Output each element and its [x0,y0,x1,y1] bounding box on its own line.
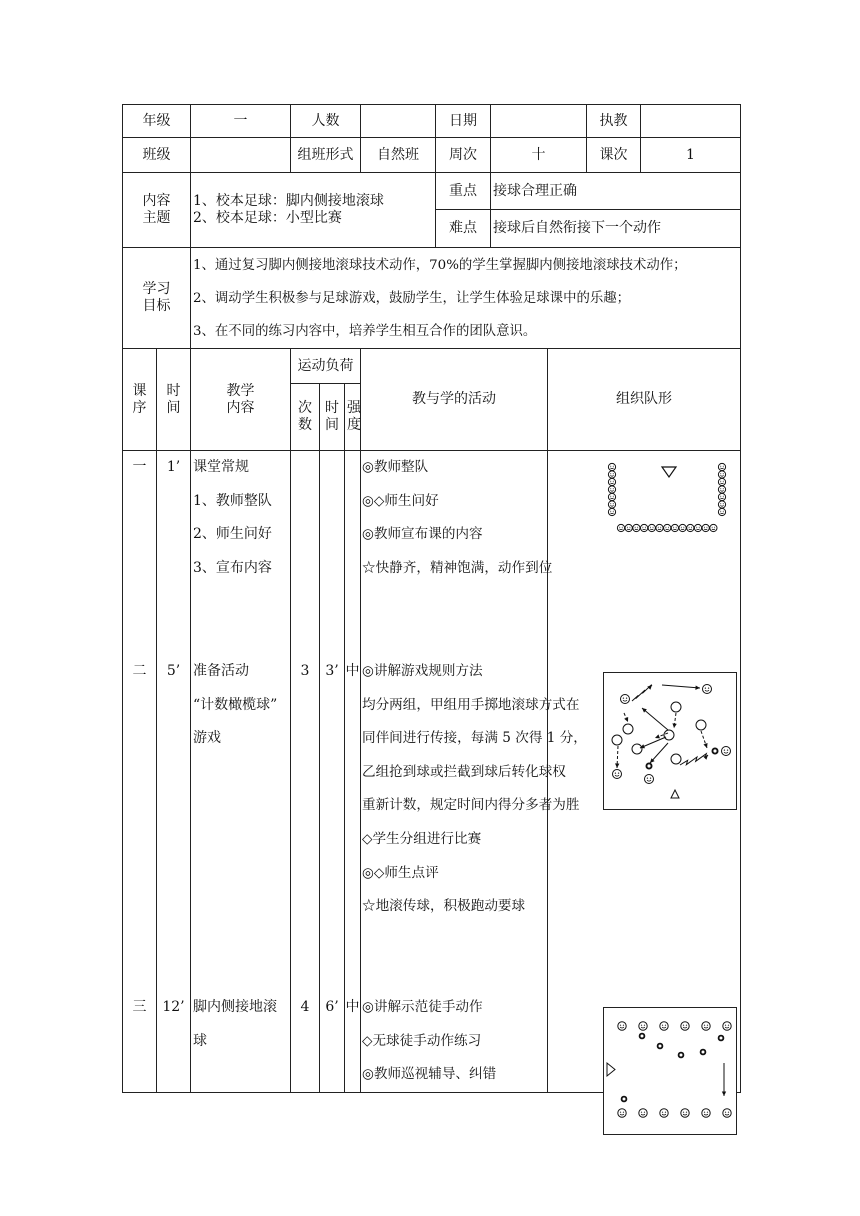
section-3-activities [362,991,496,1092]
grade-value: 一 [191,105,291,138]
player-circle-icon [632,744,642,754]
section-3-time: 12’ [162,999,185,1015]
date-label: 日期 [436,105,491,138]
topic-item-2: 2、校本足球：小型比赛 [193,210,342,226]
smiley-face-icon [613,770,622,779]
section-1-activities [362,451,552,585]
drill-elements [607,1022,731,1117]
section-2-content-line: 准备活动 [193,663,249,679]
ball-icon [678,1052,685,1059]
smiley-face-icon [608,478,615,485]
smiley-face-icon [671,524,678,531]
smiley-face-icon [608,508,615,515]
smiley-face-icon [718,493,725,500]
activity-line: ◎教师整队 [362,459,429,475]
col-duration-line-2: 间 [325,417,339,433]
activity-line: 乙组抢到球或拦截到球后转化球权 [362,763,566,780]
smiley-face-icon [702,524,709,531]
body-intensity-col [345,451,361,1093]
section-3-seq: 三 [132,999,147,1015]
key-value: 接球合理正确 [491,173,741,210]
smiley-face-icon [718,463,725,470]
arrow-icon [624,713,628,722]
smiley-face-icon [710,524,717,531]
activity-line: ☆快静齐，精神饱满，动作到位 [362,559,553,576]
smiley-face-icon [703,685,712,694]
goal-item-1: 1、通过复习脚内侧接地滚球技术动作，70%的学生掌握脚内侧接地滚球技术动作； [193,257,687,273]
header-row-1 [123,105,741,138]
week-value: 十 [491,138,587,173]
arrow-icon [640,737,666,748]
form-value: 自然班 [361,138,436,173]
section-2-content [193,655,277,756]
smiley-face-icon [660,1022,668,1030]
section-2-time: 5’ [166,663,181,679]
body-seq-col [123,451,157,1093]
smiley-face-icon [687,524,694,531]
smiley-face-icon [617,524,624,531]
section-2-duration: 3’ [325,663,339,679]
arrow-icon [672,713,676,728]
body-duration-col [320,451,345,1093]
col-times [291,384,320,451]
activity-line: ◎讲解示范徒手动作 [362,999,483,1015]
section-3-times: 4 [300,999,310,1015]
smiley-face-icon [639,1022,647,1030]
section-2-activities [362,655,587,924]
arrow-icon [650,743,668,763]
smiley-face-icon [608,486,615,493]
teacher-triangle-icon [671,790,679,798]
section-1-content [193,451,272,585]
col-intensity [345,384,361,451]
section-2-intensity: 中 [345,663,360,679]
activity-line: 同伴间进行传接，每满 5 次得 1 分， [362,730,587,747]
section-3-content-line: 脚内侧接地滚 [193,999,277,1015]
smiley-face-icon [660,1109,668,1117]
topic-label-line-2: 主题 [142,210,171,226]
col-content-line-1: 教学 [226,382,255,399]
formation-diagram-drill [603,1007,737,1135]
smiley-face-icon [621,695,630,704]
column-header-row-1 [123,349,741,384]
week-label: 周次 [436,138,491,173]
section-2-content-line: “计数橄榄球” [193,696,278,713]
smiley-face-icon [608,493,615,500]
arrow-icon [662,685,700,690]
smiley-face-icon [681,1109,689,1117]
teacher-value [641,105,741,138]
activity-line: ◎◇师生问好 [362,492,439,509]
smiley-face-icon [656,524,663,531]
section-1-time: 1’ [166,459,181,475]
class-value [191,138,291,173]
section-3-content-line: 球 [193,1032,207,1049]
activity-line: 重新计数，规定时间内得分多者为胜 [362,797,580,814]
body-time-col [157,451,191,1093]
smiley-face-icon [694,524,701,531]
ball-icon [657,1043,664,1050]
arrow-icon [615,746,619,768]
lesson-plan-table [122,104,741,1093]
smiley-face-icon [679,524,686,531]
activity-line: ◇学生分组进行比赛 [362,830,482,847]
arrow-icon [642,708,668,730]
grade-label: 年级 [123,105,191,138]
topic-items [191,173,436,248]
col-duration-line-1: 时 [325,400,339,417]
activity-line: ◎◇师生点评 [362,864,439,881]
col-times-line-1: 次 [298,400,312,417]
activity-line: ◎教师宣布课的内容 [362,526,483,543]
goal-item-2: 2、调动学生积极参与足球游戏，鼓励学生，让学生体验足球课中的乐趣； [193,290,631,306]
section-1-seq: 一 [132,459,147,475]
smiley-face-icon [648,524,655,531]
player-circle-icon [696,720,706,730]
col-seq [123,349,157,451]
smiley-face-icon [702,1022,710,1030]
player-circle-icon [623,724,633,734]
activity-line: ◎讲解游戏规则方法 [362,663,483,679]
ball-icon [712,748,719,755]
zigzag-run-icon [680,754,706,765]
goals-label-line-1: 学习 [142,281,171,298]
section-1-content-line: 课堂常规 [193,459,249,475]
smiley-face-icon [639,1109,647,1117]
col-seq-line-1: 课 [132,382,147,399]
header-row-2 [123,138,741,173]
teacher-label: 执教 [587,105,641,138]
ball-icon [718,1035,725,1042]
count-label: 人数 [291,105,361,138]
smiley-face-icon [718,501,725,508]
smiley-face-icon [633,524,640,531]
activity-line: ◎教师巡视辅导、纠错 [362,1066,497,1083]
smiley-face-icon [722,747,731,756]
topic-label-line-1: 内容 [142,193,171,210]
lesson-label: 课次 [587,138,641,173]
col-load: 运动负荷 [291,349,361,384]
teacher-triangle-icon [662,467,676,477]
arrow-icon [647,685,652,690]
col-duration [320,384,345,451]
count-value [361,105,436,138]
arrow-icon [722,1063,726,1096]
section-2-content-line: 游戏 [193,730,221,747]
smiley-face-icon [608,471,615,478]
col-content [191,349,291,451]
arrow-icon [701,731,708,748]
col-content-line-2: 内容 [226,399,255,416]
body-times-col [291,451,320,1093]
activity-line: 均分两组，甲组用手掷地滚球方式在 [362,696,580,713]
player-circle-icon [612,735,622,745]
section-1-content-line: 3、宣布内容 [193,559,272,576]
ball-icon [639,1033,646,1040]
section-2-seq: 二 [132,663,147,679]
section-3-intensity: 中 [345,999,360,1015]
smiley-face-icon [718,508,725,515]
goals-items [191,248,741,349]
topic-label [123,173,191,248]
game-elements [612,685,731,799]
topic-item-1: 1、校本足球：脚内侧接地滚球 [193,193,384,210]
key-label: 重点 [436,173,491,210]
smiley-face-icon [608,463,615,470]
col-intensity-line-2: 度 [347,417,361,433]
col-times-line-2: 数 [298,417,312,433]
smiley-face-icon [723,1109,731,1117]
goals-label [123,248,191,349]
smiley-face-icon [608,501,615,508]
ball-icon [646,763,653,770]
difficulty-value: 接球后自然衔接下一个动作 [491,210,741,248]
smiley-face-icon [645,775,654,784]
class-label: 班级 [123,138,191,173]
body-activities-col [361,451,587,1093]
teacher-triangle-icon [607,1063,615,1076]
formation-diagram-game [603,672,737,810]
col-time-line-1: 时 [166,382,181,399]
section-1-content-line: 1、教师整队 [193,492,272,509]
activity-line: ☆地滚传球，积极跑动要球 [362,898,526,915]
form-label: 组班形式 [291,138,361,173]
smiley-face-icon [702,1109,710,1117]
smiley-face-icon [641,524,648,531]
smiley-face-icon [723,1022,731,1030]
col-time [157,349,191,451]
date-value [491,105,587,138]
smiley-face-icon [718,486,725,493]
goal-item-3: 3、在不同的练习内容中，培养学生相互合作的团队意识。 [193,323,537,339]
player-circle-icon [671,702,681,712]
col-time-line-2: 间 [166,399,181,416]
section-2-times: 3 [300,663,310,679]
smiley-face-icon [681,1022,689,1030]
smiley-face-icon [718,478,725,485]
difficulty-label: 难点 [436,210,491,248]
player-circle-icon [671,754,681,764]
col-seq-line-2: 序 [132,399,147,416]
smiley-face-icon [618,1109,626,1117]
smiley-face-icon [625,524,632,531]
activity-line: ◇无球徒手动作练习 [362,1032,482,1049]
ball-icon [700,1049,707,1056]
col-formation: 组织队形 [548,349,741,451]
smiley-face-icon [618,1022,626,1030]
topic-row-1 [123,173,741,210]
section-1-content-line: 2、师生问好 [193,526,272,543]
goals-row [123,248,741,349]
section-3-duration: 6’ [325,999,339,1015]
goals-label-line-2: 目标 [142,298,171,314]
col-intensity-line-1: 强 [347,400,361,417]
smiley-face-icon [664,524,671,531]
col-activities: 教与学的活动 [361,349,548,451]
smiley-face-icon [718,471,725,478]
section-3-content [193,991,277,1058]
player-circle-icon [664,730,674,740]
body-content-col [191,451,291,1093]
formation-diagram-lineup [604,462,732,534]
lesson-value: 1 [641,138,741,173]
ball-icon [621,1096,628,1103]
